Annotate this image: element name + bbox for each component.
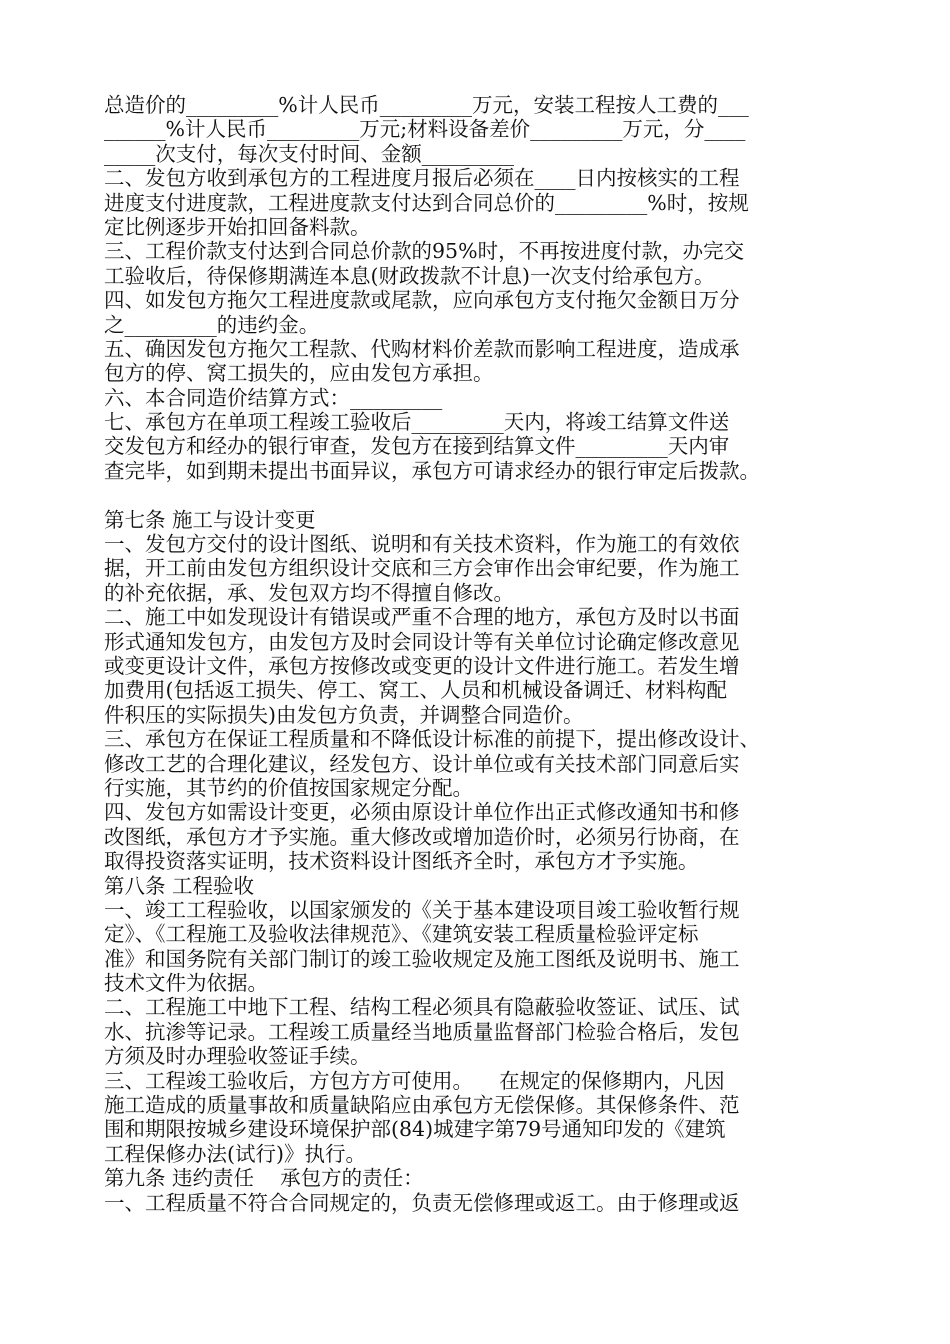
text-line: 或变更设计文件，承包方按修改或变更的设计文件进行施工。若发生增 (104, 653, 740, 678)
text-line: 水、抗渗等记录。工程竣工质量经当地质量监督部门检验合格后，发包 (104, 1019, 740, 1044)
paragraph-gap (104, 483, 852, 507)
text-line: 一、发包方交付的设计图纸、说明和有关技术资料，作为施工的有效依 (104, 532, 740, 557)
text-line: 二、发包方收到承包方的工程进度月报后必须在____日内按核实的工程 (104, 166, 740, 191)
text-line: 总造价的_________%计人民币_________万元，安装工程按人工费的___ (104, 93, 749, 117)
text-line: 施工造成的质量事故和质量缺陷应由承包方无偿保修。其保修条件、范 (104, 1093, 740, 1118)
text-line: 准》和国务院有关部门制订的竣工验收规定及施工图纸及说明书、施工 (104, 946, 740, 971)
text-line: 件积压的实际损失)由发包方负责，并调整合同造价。 (104, 702, 584, 727)
text-line: 形式通知发包方，由发包方及时会同设计等有关单位讨论确定修改意见 (104, 629, 740, 654)
text-line: 修改工艺的合理化建议，经发包方、设计单位或有关技术部门同意后实 (104, 751, 740, 776)
contract-document (104, 93, 852, 1215)
text-line: 加费用(包括返工损失、停工、窝工、人员和机械设备调迁、材料构配 (104, 678, 727, 703)
text-line: 三、工程价款支付达到合同总价款的95%时，不再按进度付款，办完交 (104, 239, 745, 264)
text-line: 三、承包方在保证工程质量和不降低设计标准的前提下，提出修改设计、 (104, 727, 760, 752)
text-line: 查完毕，如到期未提出书面异议，承包方可请求经办的银行审定后拨款。 (104, 458, 760, 483)
text-line: 取得投资落实证明，技术资料设计图纸齐全时，承包方才予实施。 (104, 849, 699, 874)
text-line: 包方的停、窝工损失的，应由发包方承担。 (104, 361, 494, 386)
text-line: 据，开工前由发包方组织设计交底和三方会审作出会审纪要，作为施工 (104, 556, 740, 581)
articles-section (104, 508, 852, 1215)
text-line: ______%计人民币_________万元;材料设备差价_________万元，分____ (104, 117, 746, 142)
text-line: 的补充依据，承、发包双方均不得擅自修改。 (104, 580, 514, 605)
text-line: 二、施工中如发现设计有错误或严重不合理的地方，承包方及时以书面 (104, 605, 740, 630)
text-line: 定比例逐步开始扣回备料款。 (104, 214, 371, 239)
text-line: 七、承包方在单项工程竣工验收后_________天内，将竣工结算文件送 (104, 410, 730, 435)
article-heading: 第七条 施工与设计变更 (104, 507, 316, 532)
text-line: 三、工程竣工验收后，方包方方可使用。 在规定的保修期内，凡因 (104, 1068, 725, 1093)
text-line: 技术文件为依据。 (104, 971, 268, 996)
article-heading: 第八条 工程验收 (104, 873, 255, 898)
text-line: 五、确因发包方拖欠工程款、代购材料价差款而影响工程进度，造成承 (104, 336, 740, 361)
text-line: 定》、《工程施工及验收法律规范》、《建筑安装工程质量检验评定标 (104, 922, 699, 947)
text-line: 方须及时办理验收签证手续。 (104, 1044, 371, 1069)
text-line: 工程保修办法(试行)》执行。 (104, 1141, 366, 1166)
text-line: 四、发包方如需设计变更，必须由原设计单位作出正式修改通知书和修 (104, 800, 740, 825)
text-line: 六、本合同造价结算方式：_________ (104, 385, 443, 410)
text-line: 进度支付进度款，工程进度款支付达到合同总价的_________%时，按规 (104, 190, 749, 215)
text-line: 工验收后，待保修期满连本息(财政拨款不计息)一次支付给承包方。 (104, 263, 715, 288)
text-line: 改图纸，承包方才予实施。重大修改或增加造价时，必须另行协商，在 (104, 824, 740, 849)
text-line: 交发包方和经办的银行审查，发包方在接到结算文件_________天内审 (104, 434, 730, 459)
text-line: 行实施，其节约的价值按国家规定分配。 (104, 775, 473, 800)
text-line: _____次支付，每次支付时间、金额_________ (104, 141, 514, 166)
text-line: 一、竣工工程验收，以国家颁发的《关于基本建设项目竣工验收暂行规 (104, 897, 740, 922)
text-line: 四、如发包方拖欠工程进度款或尾款，应向承包方支付拖欠金额日万分 (104, 288, 740, 313)
payment-clauses-section (104, 93, 852, 483)
text-line: 二、工程施工中地下工程、结构工程必须具有隐蔽验收签证、试压、试 (104, 995, 740, 1020)
text-line: 之_________的违约金。 (104, 312, 320, 337)
text-line: 围和期限按城乡建设环境保护部(84)城建字第79号通知印发的《建筑 (104, 1117, 726, 1142)
text-line: 一、工程质量不符合合同规定的，负责无偿修理或返工。由于修理或返 (104, 1190, 740, 1215)
article-heading: 第九条 违约责任 承包方的责任： (104, 1166, 424, 1191)
